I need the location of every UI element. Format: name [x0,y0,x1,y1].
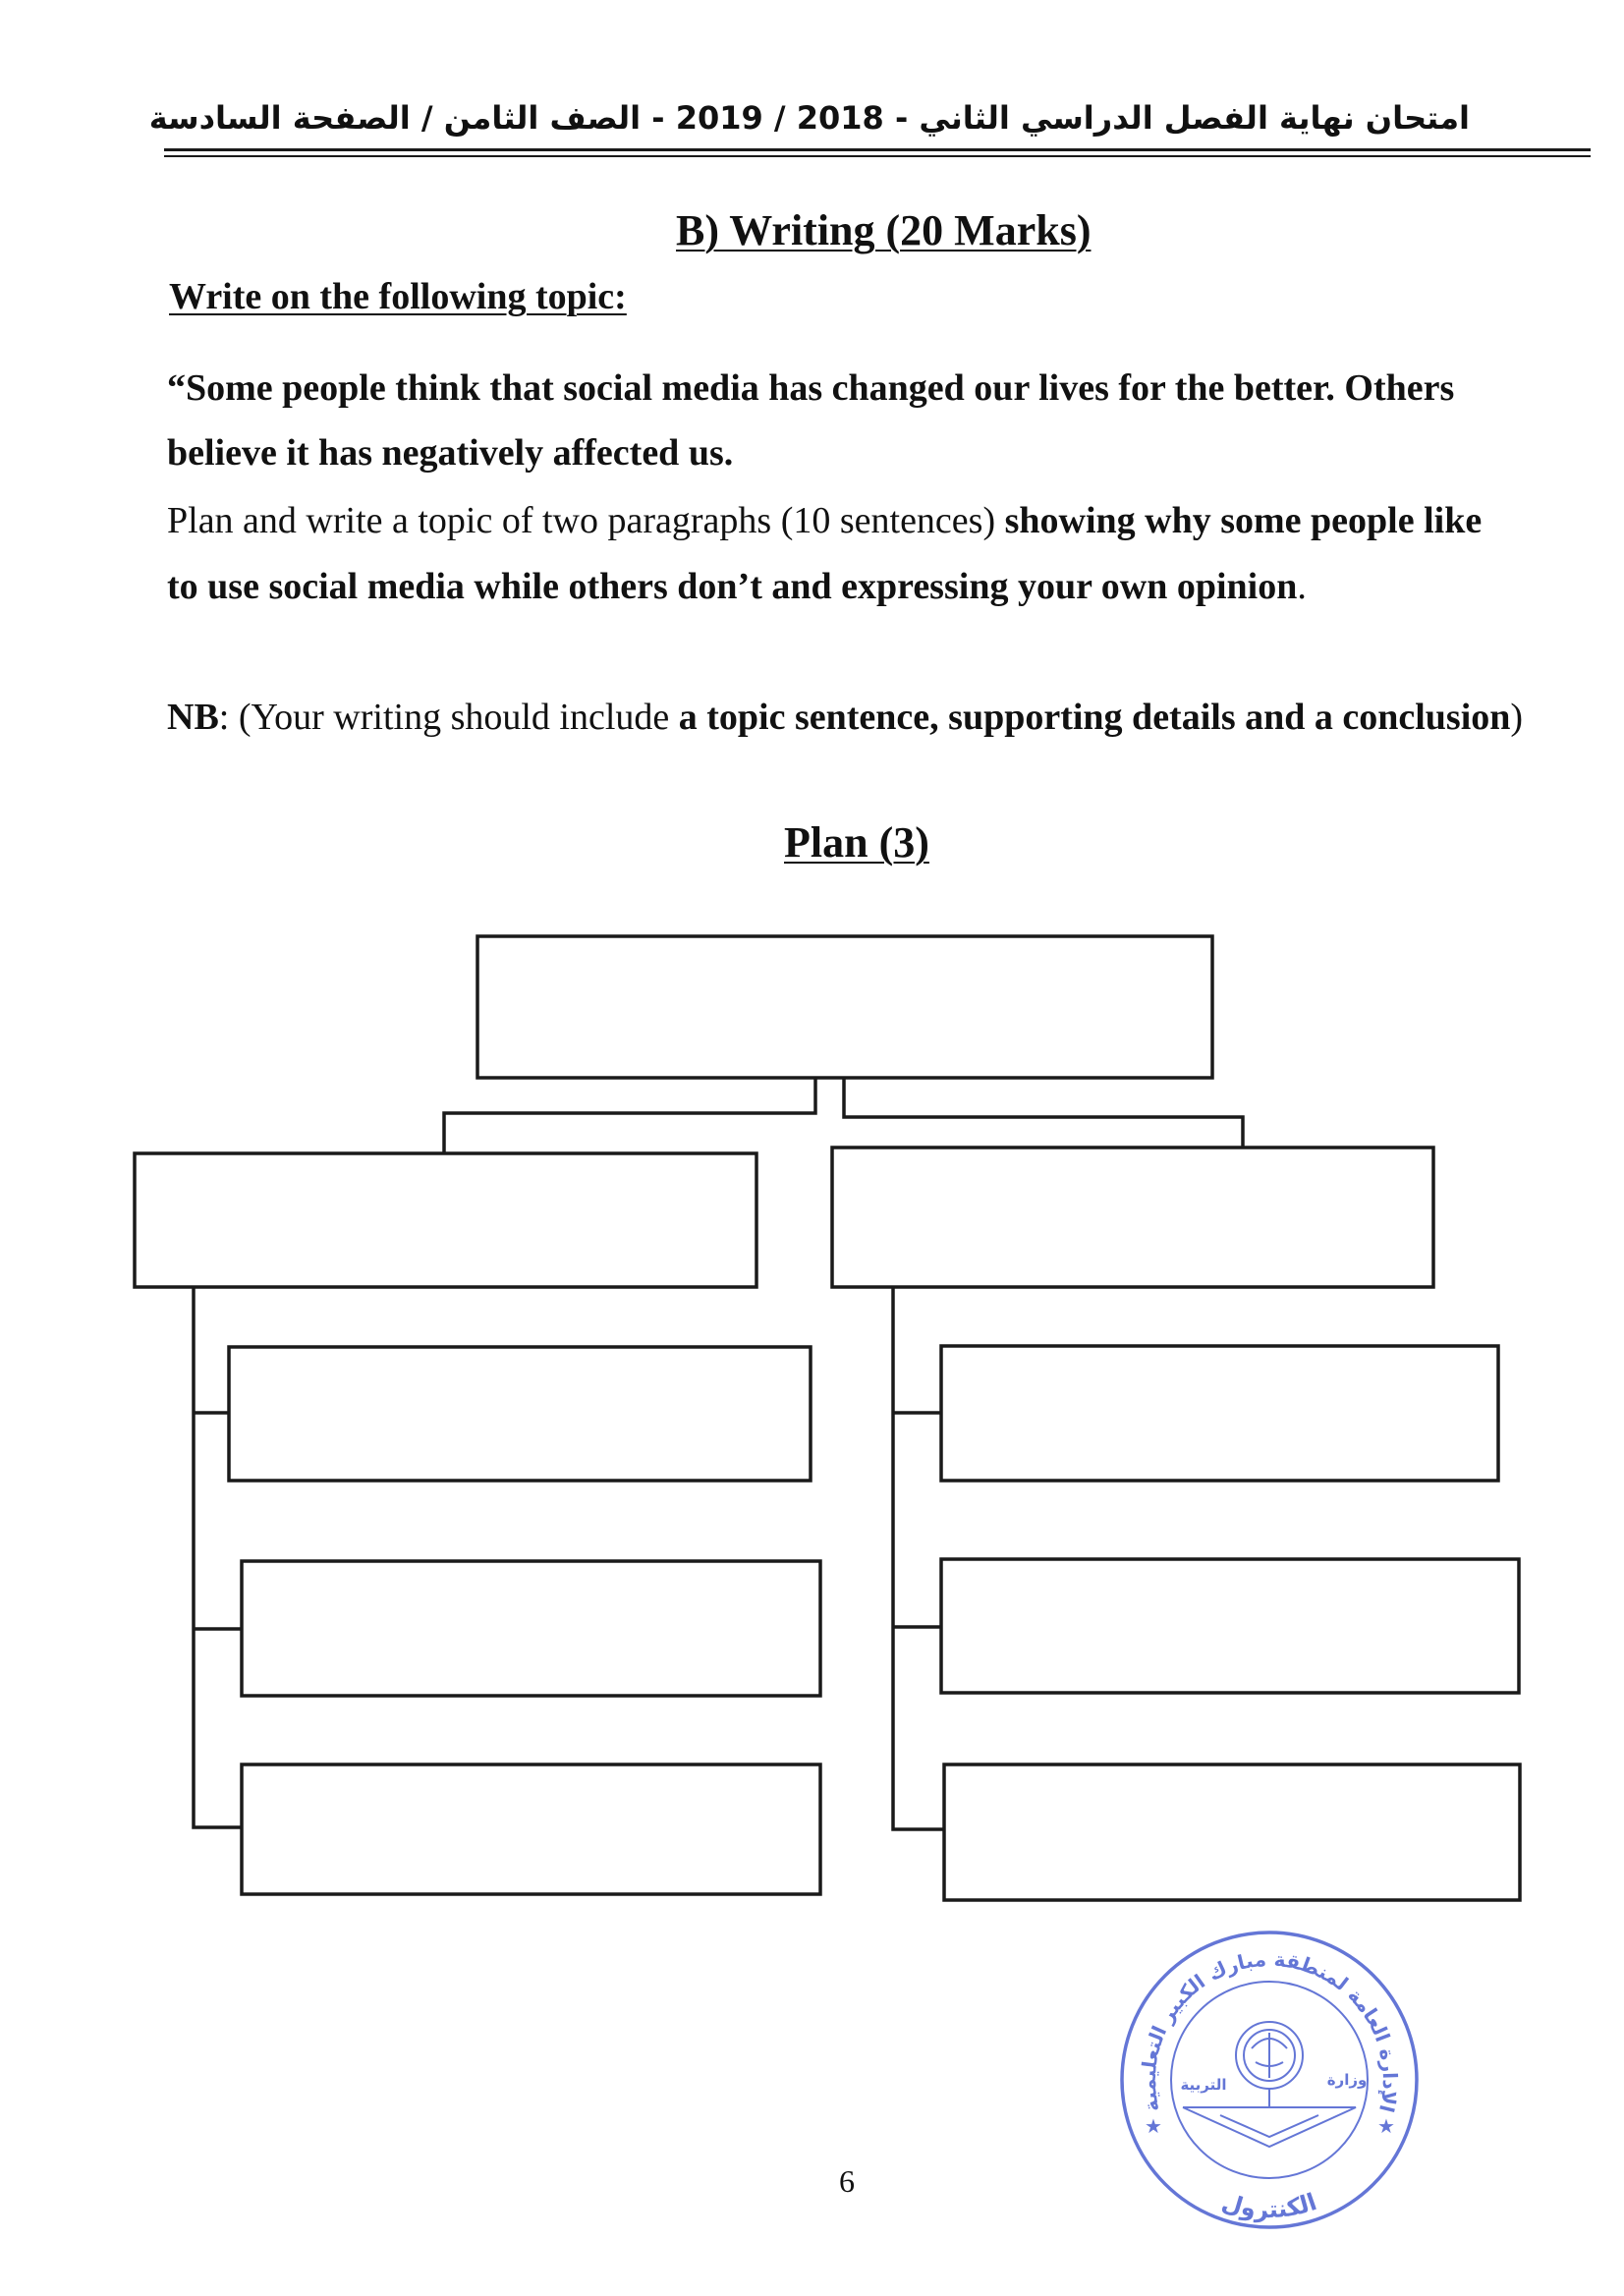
topic-line-4-bold: to use social media while others don’t and expressing your own opinion [167,566,1298,607]
page-number: 6 [839,2163,855,2199]
stamp-outer-text-path: الإدارة العامة لمنطقة مبارك الكبير التعليمية [1136,1946,1403,2115]
topic-line-3-bold: showing why some people like [1004,500,1483,541]
plan-box-right [832,1148,1433,1287]
plan-box-right-2 [941,1559,1519,1693]
stamp-inner-right-text: وزارة [1326,2071,1368,2089]
exam-header-title: امتحان نهاية الفصل الدراسي الثاني - 2018 / 2019 - الصف الثامن / الصفحة السادسة [148,99,1470,137]
instruction-heading: Write on the following topic: [169,276,627,317]
plan-box-left-3 [242,1764,820,1894]
topic-line-3-regular: Plan and write a topic of two paragraphs (10 sentences) [167,500,1005,541]
topic-line-3 [167,499,1482,542]
stamp-inner-left-text: التربية [1180,2076,1227,2094]
stamp-bottom-text [1218,2188,1319,2223]
stamp-star-right-icon: ★ [1377,2114,1395,2138]
note-text-regular: : (Your writing should include [218,697,679,738]
note-label: NB [167,697,219,738]
connector-top-right [844,1078,1243,1148]
section-title: B) Writing (20 Marks) [676,206,1092,254]
header-rule-thick [164,148,1591,151]
trunk-right [893,1287,944,1829]
note-text-end: ) [1510,697,1524,738]
topic-line-1: “Some people think that social media has changed our lives for the better. Others [167,367,1455,409]
official-stamp [1112,1923,1427,2237]
plan-box-right-1 [941,1346,1498,1481]
trunk-left [194,1287,242,1827]
topic-line-4 [167,565,1307,608]
plan-box-top [477,936,1212,1078]
topic-line-4-end: . [1297,566,1307,607]
note-text-bold: a topic sentence, supporting details and a conclusion [678,697,1511,738]
stamp-bottom-text-path: الكنترول [1218,2188,1320,2224]
connector-top-left [444,1078,815,1153]
note-line [167,696,1523,739]
stamp-star-left-icon: ★ [1145,2114,1162,2138]
plan-box-right-3 [944,1764,1520,1900]
header-rule-thin [164,155,1591,157]
plan-title: Plan (3) [784,818,929,867]
plan-box-left-1 [229,1347,811,1481]
plan-box-left [135,1153,756,1287]
topic-line-2: believe it has negatively affected us. [167,432,734,474]
plan-box-left-2 [242,1561,820,1696]
